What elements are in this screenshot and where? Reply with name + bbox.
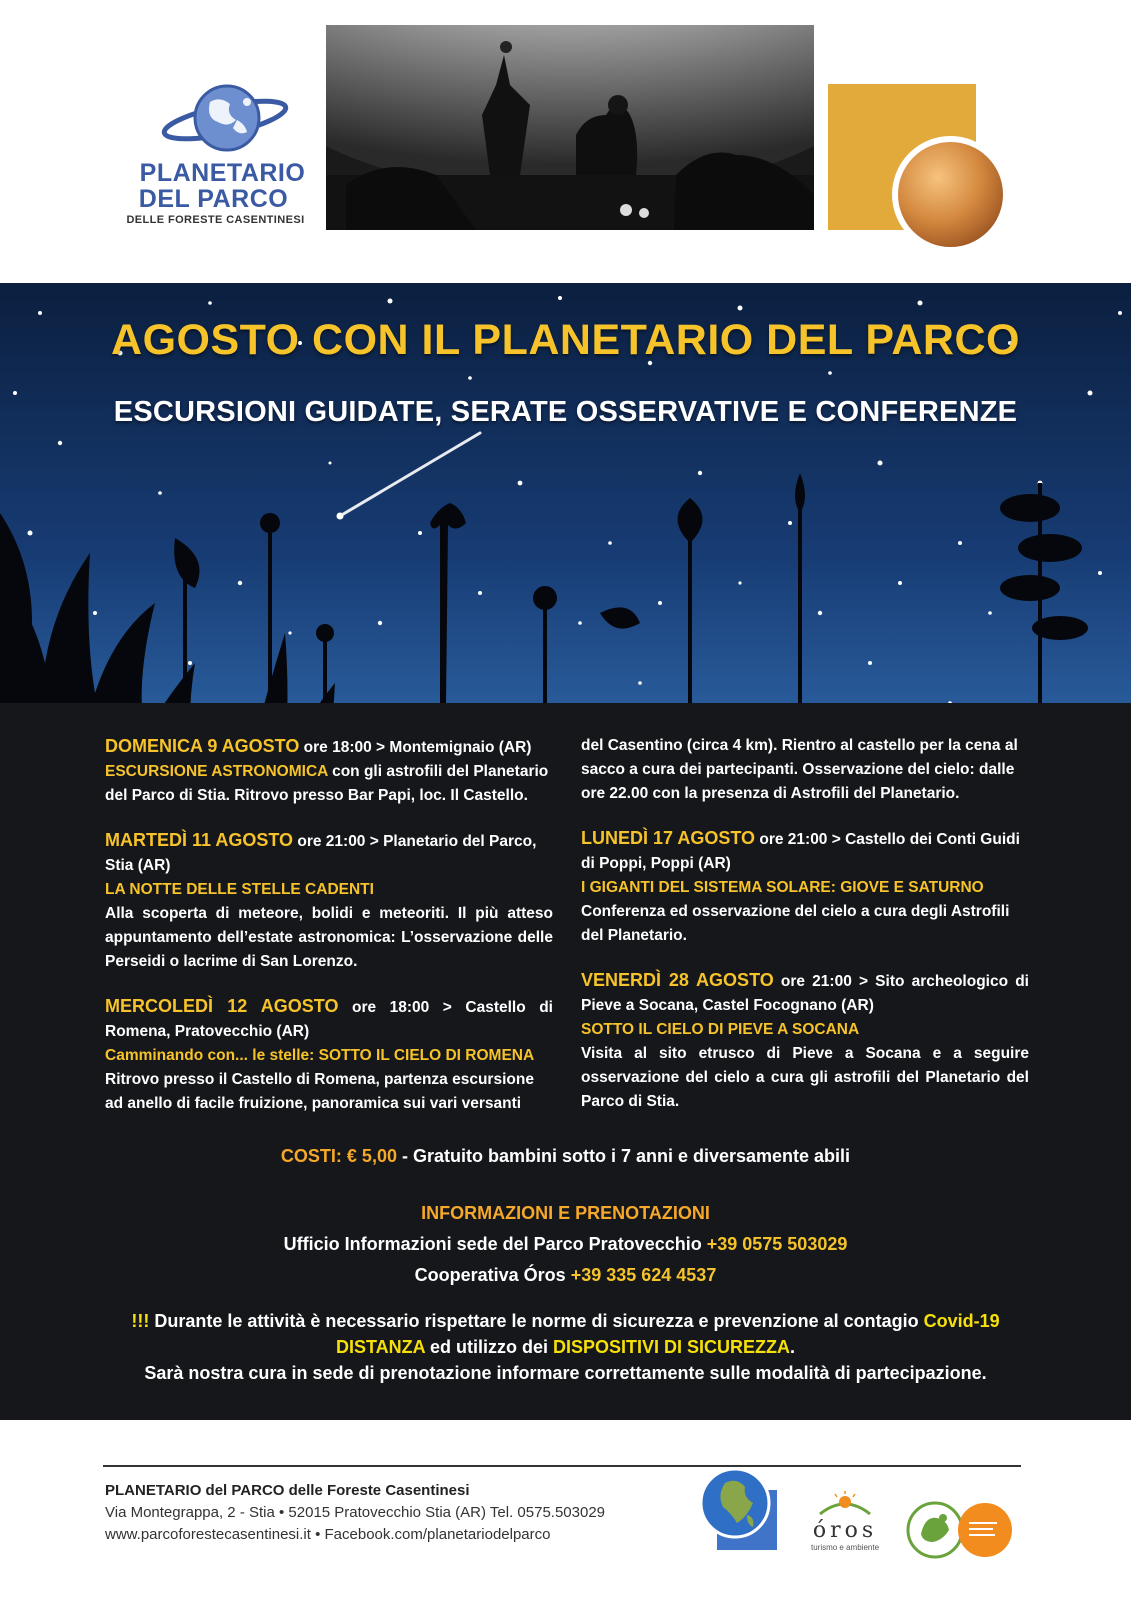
info-coop-text: Cooperativa Óros bbox=[414, 1265, 571, 1285]
info-block bbox=[0, 1198, 1131, 1291]
event-poster bbox=[0, 283, 1131, 1420]
national-park-logo-icon bbox=[905, 1500, 1015, 1560]
costs-text: - Gratuito bambini sotto i 7 anni e diversamente abili bbox=[396, 1146, 851, 1166]
info-office-phone[interactable]: +39 0575 503029 bbox=[706, 1234, 848, 1254]
warning-covid: Covid-19 bbox=[923, 1311, 1000, 1331]
warning-distanza: DISTANZA bbox=[335, 1337, 425, 1357]
footer-address: Via Montegrappa, 2 - Stia • 52015 Pratovecchio Stia (AR) Tel. 0575.503029 bbox=[105, 1504, 606, 1521]
event-description: del Casentino (circa 4 km). Rientro al castello per la cena al sacco a cura dei partecipanti. Osservazione del cielo: dalle ore 22.00 con la presenza di Astrofili del Planetario. bbox=[581, 737, 1018, 802]
costs-line bbox=[0, 1146, 1131, 1167]
info-coop-phone[interactable]: +39 335 624 4537 bbox=[570, 1265, 717, 1285]
footer-web[interactable]: www.parcoforestecasentinesi.it • Facebook.com/planetariodelparco bbox=[105, 1526, 551, 1543]
poster-title: AGOSTO CON IL PLANETARIO DEL PARCO bbox=[111, 316, 1020, 364]
event-day: MARTEDÌ 11 AGOSTO bbox=[105, 830, 294, 850]
sun-hill-icon bbox=[815, 1490, 875, 1518]
event-continuation bbox=[581, 734, 1029, 806]
event-day: LUNEDÌ 17 AGOSTO bbox=[581, 828, 756, 848]
logo-line2: DEL PARCO bbox=[138, 185, 289, 213]
event-description: con gli astrofili del Planetario del Parco di Stia. Ritrovo presso Bar Papi, loc. Il Castello. bbox=[105, 763, 549, 804]
event-item bbox=[581, 826, 1029, 948]
earth-globe-icon bbox=[697, 1465, 782, 1555]
mars-planet-icon bbox=[892, 136, 1009, 253]
costs-label: COSTI: € 5,00 bbox=[280, 1146, 397, 1166]
warning-dispositivi: DISPOSITIVI DI SICUREZZA bbox=[552, 1337, 791, 1357]
event-day: MERCOLEDÌ 12 AGOSTO bbox=[105, 996, 339, 1016]
event-time-place: ore 21:00 > Castello dei Conti Guidi di Poppi, Poppi (AR) bbox=[581, 831, 1020, 872]
footer-divider bbox=[103, 1465, 1021, 1467]
info-heading: INFORMAZIONI E PRENOTAZIONI bbox=[421, 1203, 710, 1223]
planetarium-photo bbox=[326, 25, 814, 230]
globe-ring-icon bbox=[155, 80, 295, 160]
oros-logo bbox=[805, 1490, 885, 1560]
safety-warning bbox=[0, 1308, 1131, 1386]
warning-text2: ed utilizzo dei bbox=[424, 1337, 553, 1357]
footer-name: PLANETARIO del PARCO delle Foreste Casentinesi bbox=[105, 1482, 470, 1499]
logo-line3: DELLE FORESTE CASENTINESI bbox=[126, 214, 305, 226]
warning-text3: . bbox=[790, 1337, 796, 1357]
event-item bbox=[105, 828, 553, 974]
poster-subtitle: ESCURSIONI GUIDATE, SERATE OSSERVATIVE E CONFERENZE bbox=[113, 396, 1018, 428]
event-time-place: ore 21:00 > Planetario del Parco, Stia (AR) bbox=[105, 833, 537, 874]
event-description: Alla scoperta di meteore, bolidi e meteoriti. Il più atteso appuntamento dell’estate astronomica: L’osservazione delle Perseidi o lacrime di San Lorenzo. bbox=[105, 905, 553, 970]
event-day: DOMENICA 9 AGOSTO bbox=[105, 736, 300, 756]
event-description: Ritrovo presso il Castello di Romena, partenza escursione ad anello di facile fruizione, panoramica sui vari versanti bbox=[105, 1071, 534, 1112]
events-column-right bbox=[581, 734, 1029, 1134]
warning-marks: !!! bbox=[131, 1311, 150, 1331]
footer-contact bbox=[105, 1480, 605, 1546]
event-item bbox=[105, 994, 553, 1116]
event-title: ESCURSIONE ASTRONOMICA bbox=[105, 763, 328, 780]
event-description: Conferenza ed osservazione del cielo a cura degli Astrofili del Planetario. bbox=[581, 903, 1010, 944]
shooting-star bbox=[340, 433, 480, 516]
event-item bbox=[581, 968, 1029, 1114]
event-time-place: ore 18:00 > Montemignaio (AR) bbox=[303, 739, 532, 756]
info-coop bbox=[0, 1260, 1131, 1291]
event-title: SOTTO IL CIELO DI PIEVE A SOCANA bbox=[581, 1021, 860, 1038]
logo-line1: PLANETARIO bbox=[139, 159, 306, 187]
event-title: I GIGANTI DEL SISTEMA SOLARE: GIOVE E SATURNO bbox=[581, 879, 984, 896]
event-description: Visita al sito etrusco di Pieve a Socana e a seguire osservazione del cielo a cura gli astrofili del Planetario del Parco di Stia. bbox=[581, 1045, 1029, 1110]
warning-line3: Sarà nostra cura in sede di prenotazione informare correttamente sulle modalità di partecipazione. bbox=[144, 1363, 987, 1383]
oros-tagline: turismo e ambiente bbox=[810, 1543, 880, 1552]
oros-name: óros bbox=[812, 1518, 878, 1543]
event-title: Camminando con... le stelle: SOTTO IL CIELO DI ROMENA bbox=[105, 1047, 535, 1064]
header bbox=[0, 0, 1131, 283]
info-office bbox=[0, 1229, 1131, 1260]
events-column-left bbox=[105, 734, 553, 1136]
event-item bbox=[105, 734, 553, 808]
event-time-place: ore 21:00 > Sito archeologico di Pieve a Socana, Castel Focognano (AR) bbox=[581, 973, 1029, 1014]
footer bbox=[0, 1420, 1131, 1600]
info-office-text: Ufficio Informazioni sede del Parco Pratovecchio bbox=[283, 1234, 707, 1254]
event-time-place: ore 18:00 > Castello di Romena, Pratovecchio (AR) bbox=[105, 999, 553, 1040]
event-title: LA NOTTE DELLE STELLE CADENTI bbox=[105, 881, 374, 898]
planetario-logo bbox=[126, 80, 315, 235]
event-day: VENERDÌ 28 AGOSTO bbox=[581, 970, 774, 990]
warning-text1: Durante le attività è necessario rispettare le norme di sicurezza e prevenzione al contagio bbox=[149, 1311, 924, 1331]
